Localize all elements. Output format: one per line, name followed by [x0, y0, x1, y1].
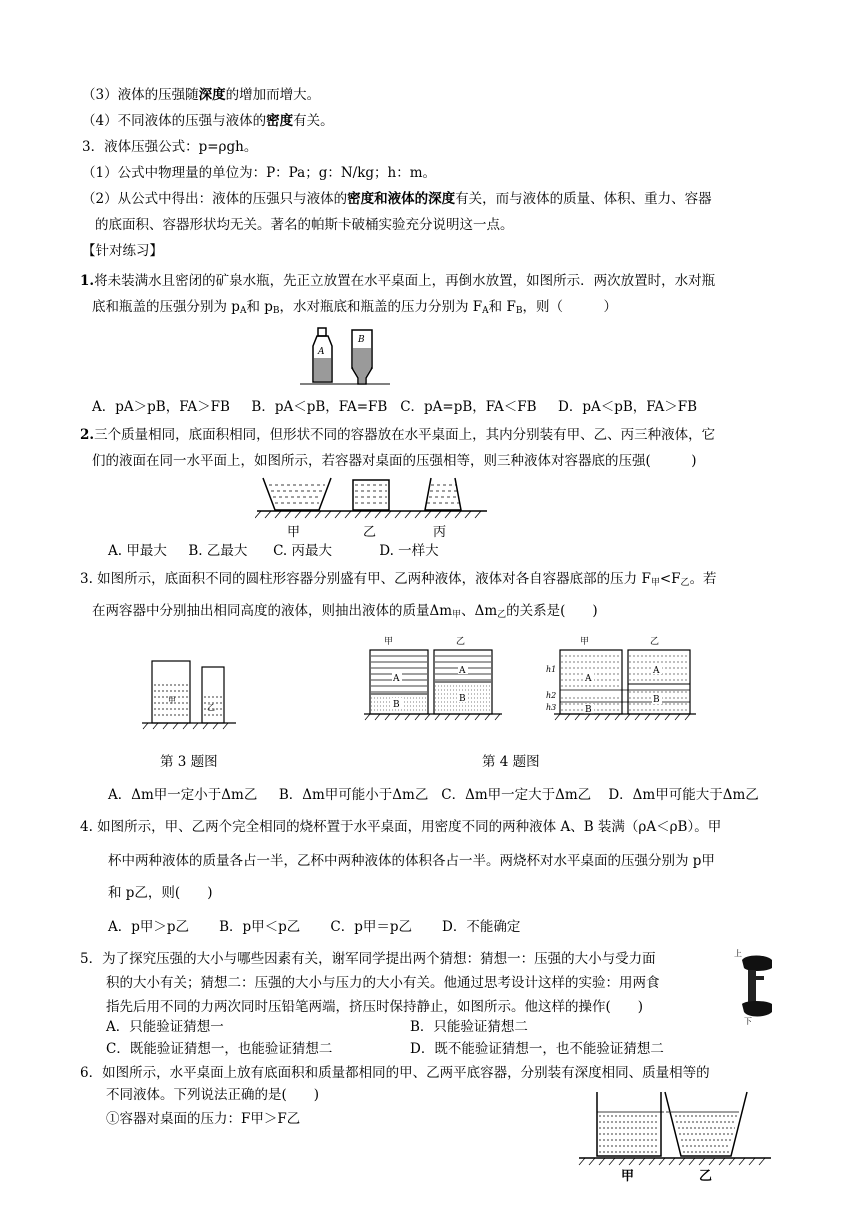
svg-text:乙: 乙	[207, 703, 215, 712]
question-1-options	[92, 396, 697, 418]
text-line: （2）从公式中得出：液体的压强只与液体的密度和液体的深度有关，而与液体的质量、体积、重力、容器	[82, 191, 712, 207]
question-4-line-1: 4. 如图所示，甲、乙两个完全相同的烧杯置于水平桌面，用密度不同的两种液体 A、B 装满（ρA＜ρB）。甲	[80, 819, 722, 835]
question-5-line-1: 5．为了探究压强的大小与哪些因素有关，谢军同学提出两个猜想：猜想一：压强的大小与受力面	[80, 951, 656, 967]
text-line: 3．液体压强公式：p=ρgh。	[82, 139, 258, 155]
svg-text:A: A	[459, 666, 466, 676]
question-6-line-2: 不同液体。下列说法正确的是( )	[106, 1087, 320, 1103]
question-3-options	[108, 784, 759, 806]
section-heading: 【针对练习】	[82, 243, 163, 259]
question-4-line-3: 和 p乙，则( )	[108, 885, 213, 901]
option-c[interactable]: C．Δm甲一定大于Δm乙	[441, 787, 592, 803]
svg-text:B: B	[585, 705, 592, 715]
svg-text:乙: 乙	[699, 1169, 713, 1184]
question-5-option-a[interactable]: A．只能验证猜想一	[106, 1019, 224, 1035]
svg-text:上: 上	[734, 949, 742, 958]
question-5-option-b[interactable]: B．只能验证猜想二	[410, 1019, 528, 1035]
svg-text:B: B	[653, 695, 660, 705]
text-line: （1）公式中物理量的单位为：P：Pa；g：N/kg；h：m。	[82, 165, 437, 181]
option-a[interactable]: A．pA＞pB，FA＞FB	[92, 399, 230, 415]
question-2-line-1: 2.三个质量相同，底面积相同，但形状不同的容器放在水平桌面上，其内分别装有甲、乙、丙三种液体，它	[80, 427, 716, 443]
option-b[interactable]: B. 乙最大	[188, 543, 248, 559]
option-a[interactable]: A．Δm甲一定小于Δm乙	[108, 787, 258, 803]
text-line: （3）液体的压强随深度的增加而增大。	[82, 87, 321, 103]
question-6-statement-1: ①容器对桌面的压力：F甲＞F乙	[106, 1111, 301, 1127]
option-b[interactable]: B．Δm甲可能小于Δm乙	[278, 787, 429, 803]
svg-text:A: A	[585, 674, 592, 684]
question-3-figure	[140, 655, 240, 735]
svg-text:A: A	[653, 666, 660, 676]
svg-text:B: B	[358, 335, 365, 345]
question-4-options	[108, 916, 520, 938]
pencil-finger-figure	[732, 946, 778, 1026]
svg-text:h1: h1	[546, 665, 557, 674]
question-1-line-2: 底和瓶盖的压强分别为 $p_A$和 $p_B$，水对瓶底和瓶盖的压力分别为 $F_A$和 $F_B$，则（ ）	[92, 299, 617, 316]
question-3-line-1: 3. 如图所示，底面积不同的圆柱形容器分别盛有甲、乙两种液体，液体对各自容器底部的压力 $F_甲<F_乙$。若	[80, 571, 717, 588]
option-c[interactable]: C．p甲＝p乙	[330, 919, 412, 935]
question-4-figure-heights	[540, 632, 700, 724]
question-1-line-1: 1.将未装满水且密闭的矿泉水瓶，先正立放置在水平桌面上，再倒水放置，如图所示．两次放置时，水对瓶	[80, 273, 716, 289]
option-d[interactable]: D．不能确定	[442, 919, 521, 935]
question-4-line-2: 杯中两种液体的质量各占一半，乙杯中两种液体的体积各占一半。两烧杯对水平桌面的压强分别为 p甲	[108, 853, 715, 869]
svg-text:B: B	[459, 694, 466, 704]
three-containers-figure	[255, 470, 490, 540]
question-6-line-1: 6．如图所示，水平桌面上放有底面积和质量都相同的甲、乙两平底容器，分别装有深度相同、质量相等的	[80, 1065, 710, 1081]
svg-text:甲: 甲	[384, 637, 394, 647]
figure-caption-3: 第 3 题图	[160, 754, 218, 770]
svg-text:甲: 甲	[580, 637, 590, 647]
svg-text:乙: 乙	[650, 637, 660, 647]
question-5-option-c[interactable]: C．既能验证猜想一，也能验证猜想二	[106, 1041, 333, 1057]
option-b[interactable]: B．pA＜pB，FA=FB	[251, 399, 388, 415]
option-c[interactable]: C．pA=pB，FA＜FB	[400, 399, 537, 415]
option-a[interactable]: A．p甲＞p乙	[108, 919, 190, 935]
svg-text:B: B	[393, 700, 400, 710]
svg-text:A: A	[393, 674, 400, 684]
option-d[interactable]: D．Δm甲可能大于Δm乙	[608, 787, 759, 803]
svg-text:甲: 甲	[168, 696, 176, 705]
text-line: （4）不同液体的压强与液体的密度有关。	[82, 113, 334, 129]
question-2-line-2: 们的液面在同一水平面上，如图所示，若容器对桌面的压强相等，则三种液体对容器底的压强( )	[92, 453, 697, 469]
svg-text:A: A	[318, 347, 325, 357]
svg-text:丙: 丙	[433, 525, 447, 540]
option-c[interactable]: C. 丙最大	[273, 543, 333, 559]
option-b[interactable]: B．p甲＜p乙	[219, 919, 301, 935]
svg-text:甲: 甲	[287, 525, 301, 540]
question-4-figure	[362, 632, 507, 724]
question-6-figure	[575, 1086, 775, 1186]
question-5-line-3: 指先后用不同的力两次同时压铅笔两端，挤压时保持静止，如图所示。他这样的操作( )	[106, 999, 644, 1015]
svg-text:下: 下	[744, 1017, 752, 1026]
question-3-line-2: 在两容器中分别抽出相同高度的液体，则抽出液体的质量$\Delta m_甲$、$\Delta m_乙$的关系是( )	[92, 603, 598, 620]
option-a[interactable]: A. 甲最大	[108, 543, 167, 559]
svg-text:甲: 甲	[621, 1169, 635, 1184]
question-5-option-d[interactable]: D．既不能验证猜想一，也不能验证猜想二	[410, 1041, 664, 1057]
svg-text:乙: 乙	[456, 637, 466, 647]
figure-caption-4: 第 4 题图	[482, 754, 540, 770]
svg-text:h2: h2	[546, 691, 557, 700]
question-5-line-2: 积的大小有关；猜想二：压强的大小与压力的大小有关。他通过思考设计这样的实验：用两食	[106, 975, 660, 991]
text-line: 的底面积、容器形状均无关。著名的帕斯卡破桶实验充分说明这一点。	[95, 217, 514, 233]
question-2-options	[108, 540, 439, 562]
svg-text:h3: h3	[546, 703, 557, 712]
option-d[interactable]: D．pA＜pB，FA＞FB	[558, 399, 698, 415]
svg-text:乙: 乙	[363, 525, 377, 540]
option-d[interactable]: D. 一样大	[379, 543, 439, 559]
bottle-figure	[300, 326, 390, 386]
